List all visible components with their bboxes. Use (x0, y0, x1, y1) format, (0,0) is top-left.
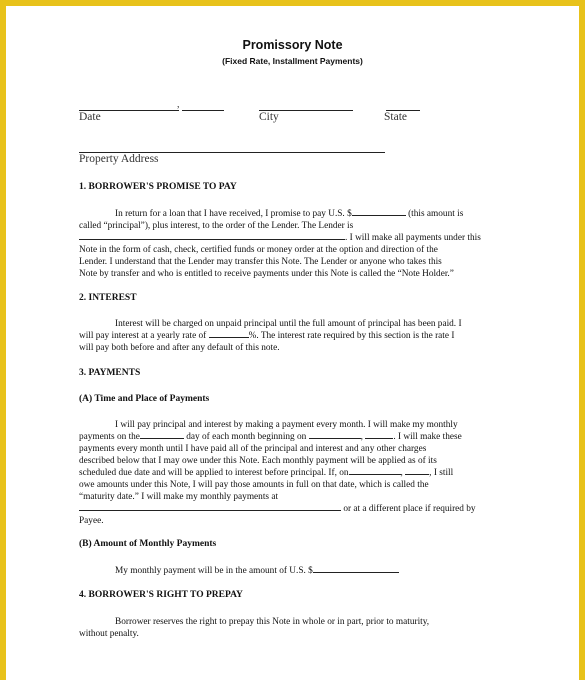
state-label: State (384, 111, 407, 123)
section-1-heading: 1. BORROWER'S PROMISE TO PAY (79, 182, 237, 192)
section-3a-heading: (A) Time and Place of Payments (79, 394, 210, 404)
section-2-line: will pay interest at a yearly rate of %. The interest rate required by this section is the rate I (79, 331, 455, 341)
city-label: City (259, 111, 279, 123)
section-1-line: . I will make all payments under this (79, 232, 481, 244)
monthly-payment-blank[interactable] (313, 572, 399, 573)
section-1-line: Note in the form of cash, check, certified funds or money order at the option and direction of the (79, 245, 438, 255)
property-address-label: Property Address (79, 153, 159, 165)
section-3-heading: 3. PAYMENTS (79, 368, 141, 378)
section-3b-line: My monthly payment will be in the amount of U.S. $ (115, 565, 399, 577)
section-3a-line: described below that I may owe under this Note. Each monthly payment will be applied as of its (79, 456, 437, 466)
document-page (6, 6, 579, 680)
section-2-line: will pay both before and after any default of this note. (79, 343, 280, 353)
section-4-heading: 4. BORROWER'S RIGHT TO PREPAY (79, 590, 243, 600)
section-1-line: Lender. I understand that the Lender may transfer this Note. The Lender or anyone who takes this (79, 257, 442, 267)
section-1-line: called “principal”), plus interest, to the order of the Lender. The Lender is (79, 221, 354, 231)
principal-amount-blank[interactable] (352, 215, 406, 216)
section-3a-line: payments on the day of each month beginning on , . I will make these (79, 432, 462, 442)
lender-name-blank[interactable] (79, 239, 345, 240)
start-date-blank-1[interactable] (309, 438, 361, 439)
maturity-date-blank-1[interactable] (349, 474, 401, 475)
document-subtitle: (Fixed Rate, Installment Payments) (222, 56, 363, 66)
section-4-line: without penalty. (79, 629, 139, 639)
section-3a-line: payments every month until I have paid all of the principal and interest and any other charges (79, 444, 427, 454)
payment-day-blank[interactable] (140, 438, 184, 439)
section-2-line: Interest will be charged on unpaid principal until the full amount of principal has been paid. I (115, 319, 462, 329)
section-1-line: In return for a loan that I have received, I promise to pay U.S. $ (this amount is (115, 209, 464, 219)
section-3a-line: Payee. (79, 516, 104, 526)
section-4-line: Borrower reserves the right to prepay this Note in whole or in part, prior to maturity, (115, 617, 430, 627)
section-2-heading: 2. INTEREST (79, 293, 137, 303)
maturity-date-blank-2[interactable] (405, 474, 429, 475)
interest-rate-blank[interactable] (209, 337, 249, 338)
date-field-line-2[interactable] (182, 110, 224, 111)
date-comma: , (177, 99, 180, 110)
section-3a-line: “maturity date.” I will make my monthly payments at (79, 492, 279, 502)
section-3a-line: scheduled due date and will be applied to interest before principal. If, on , , I still (79, 468, 454, 478)
payment-place-blank[interactable] (79, 510, 341, 511)
start-date-blank-2[interactable] (365, 438, 393, 439)
document-title: Promissory Note (242, 38, 343, 52)
section-3a-line: or at a different place if required by (79, 503, 476, 515)
section-3a-line: I will pay principal and interest by making a payment every month. I will make my monthly (115, 420, 458, 430)
date-label: Date (79, 111, 101, 123)
section-3a-line: owe amounts under this Note, I will pay those amounts in full on that date, which is called the (79, 480, 429, 490)
section-1-line: Note by transfer and who is entitled to receive payments under this Note is called the “Note Holder.” (79, 269, 454, 279)
section-3b-heading: (B) Amount of Monthly Payments (79, 539, 217, 549)
